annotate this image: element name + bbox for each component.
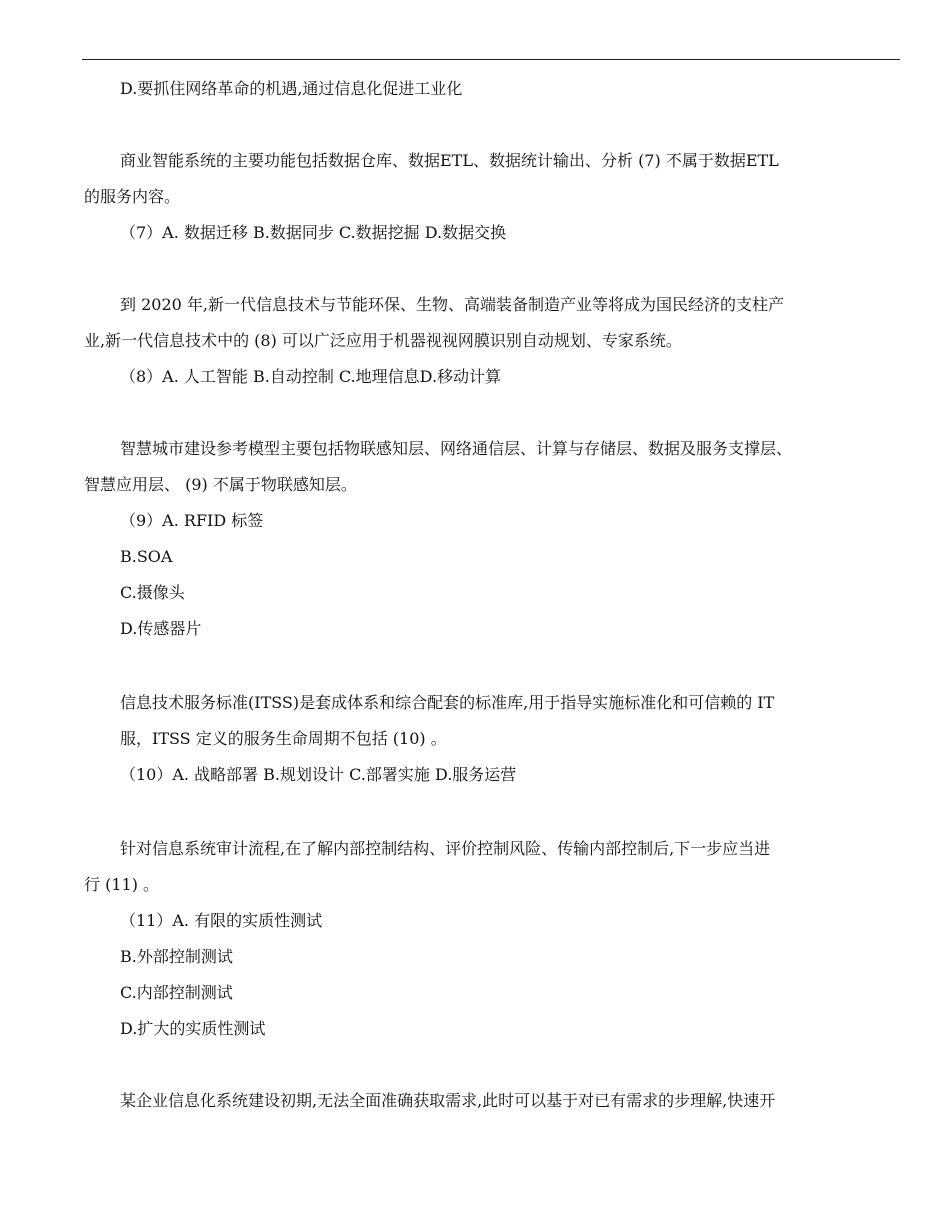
text-line: 到 2020 年,新一代信息技术与节能环保、生物、高端装备制造产业等将成为国民经济的支柱产	[120, 295, 784, 314]
text-line: 智慧应用层、 (9) 不属于物联感知层。	[84, 475, 357, 494]
text-line: 行 (11) 。	[84, 875, 160, 894]
text-line: D.扩大的实质性测试	[120, 1019, 266, 1038]
text-line: 信息技术服务标准(ITSS)是套成体系和综合配套的标准库,用于指导实施标准化和可信赖的 IT	[120, 693, 775, 712]
text-line: 智慧城市建设参考模型主要包括物联感知层、网络通信层、计算与存储层、数据及服务支撑层、	[120, 439, 793, 458]
text-line: B.外部控制测试	[120, 947, 233, 966]
text-line: （8）A. 人工智能 B.自动控制 C.地理信息D.移动计算	[120, 367, 502, 386]
text-line: （10）A. 战略部署 B.规划设计 C.部署实施 D.服务运营	[120, 765, 517, 784]
text-line: （11）A. 有限的实质性测试	[120, 911, 323, 930]
text-line: D.要抓住网络革命的机遇,通过信息化促进工业化	[120, 79, 463, 98]
text-line: 针对信息系统审计流程,在了解内部控制结构、评价控制风险、传输内部控制后,下一步应当进	[120, 839, 771, 858]
text-line: B.SOA	[120, 547, 173, 566]
text-line: （9）A. RFID 标签	[120, 511, 264, 530]
text-line: 的服务内容。	[84, 187, 181, 206]
text-line: 业,新一代信息技术中的 (8) 可以广泛应用于机器视视网膜识别自动规划、专家系统。	[84, 331, 682, 350]
header-rule	[82, 59, 900, 60]
text-line: （7）A. 数据迁移 B.数据同步 C.数据挖掘 D.数据交换	[120, 223, 507, 242]
text-line: C.内部控制测试	[120, 983, 233, 1002]
text-line: D.传感器片	[120, 619, 202, 638]
text-line: 商业智能系统的主要功能包括数据仓库、数据ETL、数据统计输出、分析 (7) 不属于数据ETL	[120, 151, 779, 170]
text-line: 某企业信息化系统建设初期,无法全面准确获取需求,此时可以基于对已有需求的步理解,快速开	[120, 1091, 776, 1110]
text-line: 服，ITSS 定义的服务生命周期不包括 (10) 。	[120, 729, 447, 748]
text-line: C.摄像头	[120, 583, 185, 602]
